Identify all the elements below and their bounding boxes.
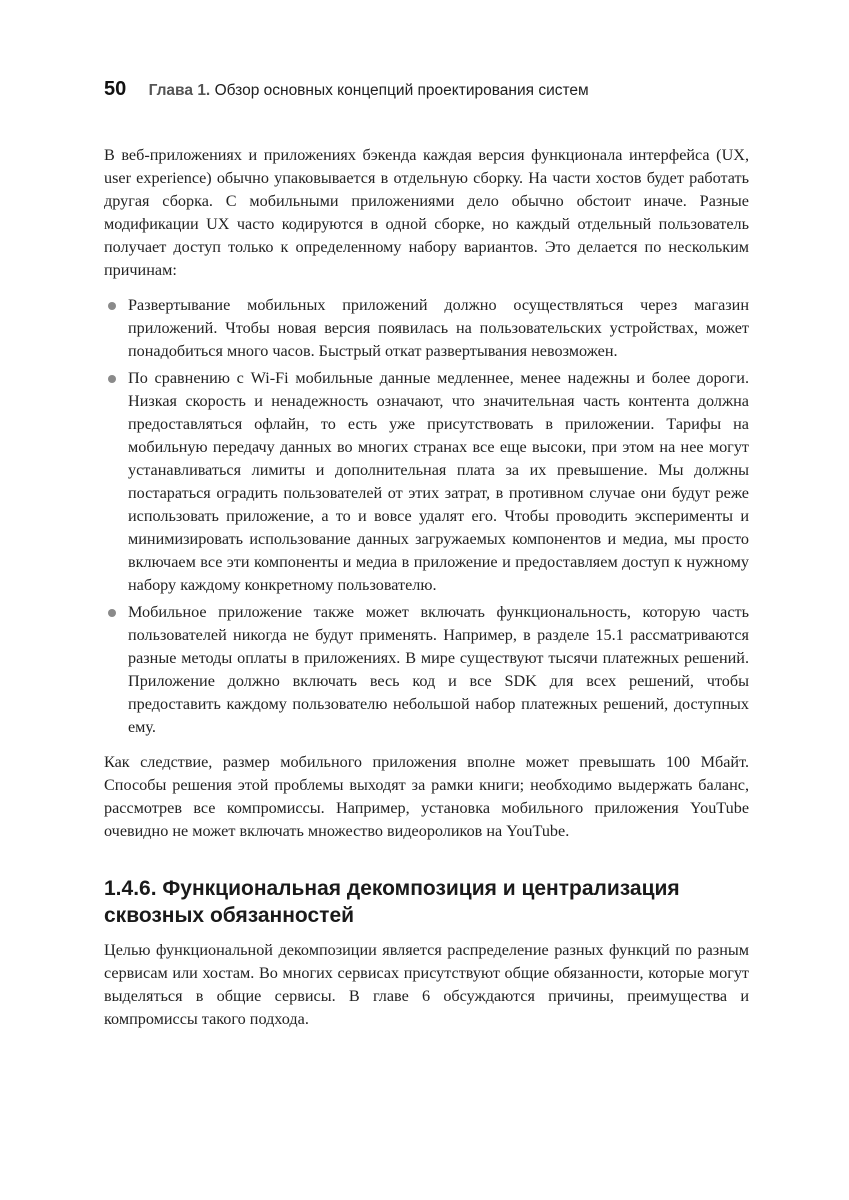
list-item xyxy=(104,367,749,597)
list-item-text: По сравнению с Wi-Fi мобильные данные медленнее, менее надежны и более дороги. Низкая скорость и ненадежность означают, что значительная часть контента должна предоставляться офлайн, то есть уже присутствовать в приложении. Тарифы на мобильную передачу данных во многих странах все еще высоки, при этом на нее могут устанавливаться лимиты и дополнительная плата за их превышение. Мы должны постараться оградить пользователей от этих затрат, в противном случае они будут реже использовать приложение, а то и вовсе удалят его. Чтобы проводить эксперименты и минимизировать использование данных загружаемых компонентов и медиа, мы просто включаем все эти компоненты и медиа в приложение и предоставляем доступ к нужному набору каждому конкретному пользователю. xyxy=(128,369,749,594)
bullet-icon xyxy=(108,375,116,383)
intro-paragraph: В веб-приложениях и приложениях бэкенда каждая версия функционала интерфейса (UX, user experience) обычно упаковывается в отдельную сборку. На части хостов будет работать другая сборка. С мобильными приложениями дело обычно обстоит иначе. Разные модификации UX часто кодируются в одной сборке, но каждый отдельный пользователь получает доступ только к определенному набору вариантов. Это делается по нескольким причинам: xyxy=(104,146,749,279)
chapter-label: Глава xyxy=(148,82,193,99)
list-item xyxy=(104,294,749,363)
chapter-number: 1. xyxy=(197,82,211,99)
page-content xyxy=(104,144,749,1031)
section-heading: 1.4.6. Функциональная декомпозиция и централизация сквозных обязанностей xyxy=(104,877,680,927)
list-item-text: Развертывание мобильных приложений должно осуществляться через магазин приложений. Чтобы новая версия появилась на пользовательских устройствах, может понадобиться много часов. Быстрый откат развертывания невозможен. xyxy=(128,296,749,360)
bullet-icon xyxy=(108,609,116,617)
bullet-icon xyxy=(108,302,116,310)
running-header xyxy=(104,78,749,102)
section-paragraph: Целью функциональной декомпозиции является распределение разных функций по разным сервисам или хостам. Во многих сервисах присутствуют общие обязанности, которые могут выделяться в общие сервисы. В главе 6 обсуждаются причины, преимущества и компромиссы такого подхода. xyxy=(104,941,749,1028)
consequence-paragraph: Как следствие, размер мобильного приложения вполне может превышать 100 Мбайт. Способы решения этой проблемы выходят за рамки книги; необходимо выдержать баланс, рассмотрев все компромиссы. Например, установка мобильного приложения YouTube очевидно не может включать множество видеороликов на YouTube. xyxy=(104,753,749,840)
list-item xyxy=(104,601,749,739)
page-number: 50 xyxy=(104,78,127,100)
reasons-list xyxy=(104,294,749,739)
chapter-title: Обзор основных концепций проектирования систем xyxy=(214,82,589,99)
list-item-text: Мобильное приложение также может включать функциональность, которую часть пользователей никогда не будут применять. Например, в разделе 15.1 рассматриваются разные методы оплаты в приложениях. В мире существуют тысячи платежных решений. Приложение должно включать весь код и все SDK для всех решений, чтобы предоставить каждому пользователю небольшой набор платежных решений, доступных ему. xyxy=(128,603,749,736)
